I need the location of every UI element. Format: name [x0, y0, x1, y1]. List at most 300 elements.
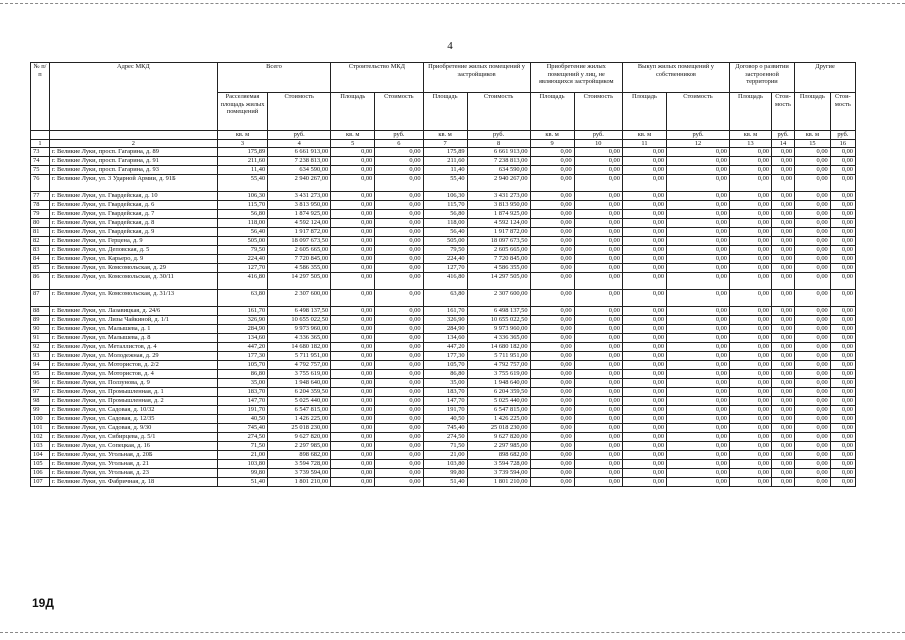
row-address: г. Великие Луки, ул. Садовая, д. 12/35 — [49, 415, 217, 424]
row-buyout-area: 0,00 — [622, 246, 666, 255]
row-developer-area: 177,30 — [423, 352, 467, 361]
unit-area: кв. м — [331, 131, 375, 140]
col-number: 9 — [530, 139, 574, 148]
row-address: г. Великие Луки, ул. Гвардейская, д. 7 — [49, 210, 217, 219]
row-construction-cost: 0,00 — [375, 478, 423, 487]
row-buyout-area: 0,00 — [622, 334, 666, 343]
row-address: г. Великие Луки, ул. Гвардейская, д. 9 — [49, 228, 217, 237]
row-territory-area: 0,00 — [730, 451, 772, 460]
row-territory-area: 0,00 — [730, 469, 772, 478]
row-construction-cost: 0,00 — [375, 307, 423, 316]
row-number: 102 — [31, 433, 50, 442]
row-developer-area: 161,70 — [423, 307, 467, 316]
row-territory-cost: 0,00 — [771, 379, 794, 388]
col-number: 12 — [667, 139, 730, 148]
row-number: 100 — [31, 415, 50, 424]
row-total-cost: 6 498 137,50 — [268, 307, 331, 316]
row-developer-area: 447,20 — [423, 343, 467, 352]
row-nondev-cost: 0,00 — [574, 219, 622, 228]
row-construction-cost: 0,00 — [375, 237, 423, 246]
row-other-cost: 0,00 — [830, 219, 855, 228]
row-total-cost: 4 586 355,00 — [268, 264, 331, 273]
row-developer-cost: 2 605 665,00 — [467, 246, 530, 255]
row-territory-cost: 0,00 — [771, 201, 794, 210]
row-address: г. Великие Луки, ул. Лизы Чайкиной, д. 1/1 — [49, 316, 217, 325]
table-row — [31, 478, 856, 487]
row-developer-cost: 6 498 137,50 — [467, 307, 530, 316]
row-construction-area: 0,00 — [331, 424, 375, 433]
row-developer-cost: 3 594 728,00 — [467, 460, 530, 469]
row-total-cost: 3 594 728,00 — [268, 460, 331, 469]
row-construction-cost: 0,00 — [375, 175, 423, 192]
row-territory-area: 0,00 — [730, 397, 772, 406]
row-territory-cost: 0,00 — [771, 273, 794, 290]
row-developer-cost: 25 018 230,00 — [467, 424, 530, 433]
row-number: 85 — [31, 264, 50, 273]
row-total-cost: 14 297 505,00 — [268, 273, 331, 290]
header-cost: Стоимость — [574, 93, 622, 131]
row-address: г. Великие Луки, ул. Угольная, д. 21 — [49, 460, 217, 469]
row-nondev-area: 0,00 — [530, 201, 574, 210]
row-territory-cost: 0,00 — [771, 316, 794, 325]
row-other-cost: 0,00 — [830, 343, 855, 352]
table-row — [31, 406, 856, 415]
row-total-area: 63,80 — [217, 290, 267, 307]
row-territory-cost: 0,00 — [771, 352, 794, 361]
row-buyout-cost: 0,00 — [667, 406, 730, 415]
row-territory-area: 0,00 — [730, 157, 772, 166]
row-nondev-cost: 0,00 — [574, 237, 622, 246]
table-row — [31, 460, 856, 469]
row-buyout-area: 0,00 — [622, 148, 666, 157]
row-buyout-cost: 0,00 — [667, 442, 730, 451]
row-buyout-cost: 0,00 — [667, 148, 730, 157]
table-row — [31, 255, 856, 264]
row-territory-area: 0,00 — [730, 255, 772, 264]
row-number: 103 — [31, 442, 50, 451]
row-territory-area: 0,00 — [730, 433, 772, 442]
row-territory-cost: 0,00 — [771, 175, 794, 192]
header-cost: Стоимость — [467, 93, 530, 131]
row-other-area: 0,00 — [795, 325, 831, 334]
row-construction-cost: 0,00 — [375, 397, 423, 406]
row-total-cost: 1 426 225,00 — [268, 415, 331, 424]
row-other-area: 0,00 — [795, 228, 831, 237]
row-other-area: 0,00 — [795, 469, 831, 478]
row-number: 98 — [31, 397, 50, 406]
row-address: г. Великие Луки, просп. Гагарина, д. 91 — [49, 157, 217, 166]
unit-area: кв. м — [217, 131, 267, 140]
row-nondev-area: 0,00 — [530, 433, 574, 442]
row-nondev-area: 0,00 — [530, 406, 574, 415]
col-number: 3 — [217, 139, 267, 148]
row-territory-area: 0,00 — [730, 478, 772, 487]
row-buyout-area: 0,00 — [622, 325, 666, 334]
row-nondev-cost: 0,00 — [574, 433, 622, 442]
row-number: 99 — [31, 406, 50, 415]
header-group-developers: Приобретение жилых помещений у застройщиков — [423, 63, 530, 93]
row-construction-area: 0,00 — [331, 442, 375, 451]
row-developer-cost: 3 739 594,00 — [467, 469, 530, 478]
row-territory-cost: 0,00 — [771, 246, 794, 255]
col-number: 16 — [830, 139, 855, 148]
row-territory-cost: 0,00 — [771, 424, 794, 433]
row-other-area: 0,00 — [795, 424, 831, 433]
row-buyout-cost: 0,00 — [667, 334, 730, 343]
row-developer-area: 224,40 — [423, 255, 467, 264]
row-other-cost: 0,00 — [830, 157, 855, 166]
row-other-cost: 0,00 — [830, 379, 855, 388]
row-construction-area: 0,00 — [331, 388, 375, 397]
row-buyout-cost: 0,00 — [667, 469, 730, 478]
row-other-area: 0,00 — [795, 334, 831, 343]
row-other-area: 0,00 — [795, 148, 831, 157]
row-total-area: 35,00 — [217, 379, 267, 388]
row-construction-cost: 0,00 — [375, 451, 423, 460]
row-buyout-area: 0,00 — [622, 166, 666, 175]
row-developer-area: 55,40 — [423, 175, 467, 192]
row-construction-cost: 0,00 — [375, 460, 423, 469]
row-developer-area: 21,00 — [423, 451, 467, 460]
table-row — [31, 334, 856, 343]
row-buyout-area: 0,00 — [622, 264, 666, 273]
col-number: 13 — [730, 139, 772, 148]
table-row — [31, 157, 856, 166]
row-number: 101 — [31, 424, 50, 433]
row-other-area: 0,00 — [795, 237, 831, 246]
row-nondev-cost: 0,00 — [574, 175, 622, 192]
row-nondev-area: 0,00 — [530, 415, 574, 424]
row-address: г. Великие Луки, просп. Гагарина, д. 93 — [49, 166, 217, 175]
row-nondev-cost: 0,00 — [574, 157, 622, 166]
row-number: 78 — [31, 201, 50, 210]
row-developer-area: 505,00 — [423, 237, 467, 246]
header-group-territory: Договор о развитии застроенной территории — [730, 63, 795, 93]
row-number: 107 — [31, 478, 50, 487]
row-territory-cost: 0,00 — [771, 415, 794, 424]
row-total-cost: 4 592 124,00 — [268, 219, 331, 228]
col-number: 1 — [31, 139, 50, 148]
row-developer-cost: 6 547 815,00 — [467, 406, 530, 415]
row-nondev-cost: 0,00 — [574, 343, 622, 352]
row-nondev-area: 0,00 — [530, 246, 574, 255]
row-construction-area: 0,00 — [331, 397, 375, 406]
row-nondev-area: 0,00 — [530, 166, 574, 175]
row-number: 88 — [31, 307, 50, 316]
col-number: 11 — [622, 139, 666, 148]
row-territory-area: 0,00 — [730, 442, 772, 451]
row-nondev-area: 0,00 — [530, 273, 574, 290]
row-total-cost: 1 801 210,00 — [268, 478, 331, 487]
row-nondev-area: 0,00 — [530, 478, 574, 487]
row-territory-area: 0,00 — [730, 415, 772, 424]
row-buyout-cost: 0,00 — [667, 433, 730, 442]
row-buyout-area: 0,00 — [622, 157, 666, 166]
row-territory-cost: 0,00 — [771, 343, 794, 352]
header-cost-short: Стои- мость — [830, 93, 855, 131]
row-total-cost: 3 739 594,00 — [268, 469, 331, 478]
row-developer-area: 416,80 — [423, 273, 467, 290]
row-buyout-area: 0,00 — [622, 478, 666, 487]
row-total-area: 86,80 — [217, 370, 267, 379]
row-total-area: 56,80 — [217, 210, 267, 219]
row-construction-cost: 0,00 — [375, 352, 423, 361]
row-buyout-cost: 0,00 — [667, 201, 730, 210]
row-developer-cost: 9 973 960,00 — [467, 325, 530, 334]
row-developer-cost: 1 874 925,00 — [467, 210, 530, 219]
row-address: г. Великие Луки, ул. Гвардейская, д. 6 — [49, 201, 217, 210]
row-territory-area: 0,00 — [730, 264, 772, 273]
row-address: г. Великие Луки, просп. Гагарина, д. 89 — [49, 148, 217, 157]
row-construction-area: 0,00 — [331, 343, 375, 352]
row-other-area: 0,00 — [795, 175, 831, 192]
header-address: Адрес МКД — [49, 63, 217, 131]
unit-area: кв. м — [730, 131, 772, 140]
row-number: 73 — [31, 148, 50, 157]
row-buyout-cost: 0,00 — [667, 361, 730, 370]
row-territory-cost: 0,00 — [771, 264, 794, 273]
row-total-cost: 9 973 960,00 — [268, 325, 331, 334]
row-construction-area: 0,00 — [331, 166, 375, 175]
row-total-area: 106,30 — [217, 192, 267, 201]
row-address: г. Великие Луки, ул. Комсомольская, д. 31/13 — [49, 290, 217, 307]
row-developer-cost: 6 661 913,00 — [467, 148, 530, 157]
row-total-cost: 5 025 440,00 — [268, 397, 331, 406]
row-total-area: 134,60 — [217, 334, 267, 343]
unit-rub: руб. — [268, 131, 331, 140]
row-construction-area: 0,00 — [331, 379, 375, 388]
table-row — [31, 343, 856, 352]
row-total-cost: 2 307 600,00 — [268, 290, 331, 307]
row-other-cost: 0,00 — [830, 255, 855, 264]
row-other-cost: 0,00 — [830, 397, 855, 406]
row-construction-cost: 0,00 — [375, 388, 423, 397]
row-nondev-area: 0,00 — [530, 352, 574, 361]
row-territory-area: 0,00 — [730, 273, 772, 290]
row-nondev-area: 0,00 — [530, 219, 574, 228]
table-row — [31, 192, 856, 201]
row-nondev-cost: 0,00 — [574, 255, 622, 264]
row-developer-area: 40,50 — [423, 415, 467, 424]
row-nondev-cost: 0,00 — [574, 388, 622, 397]
row-construction-cost: 0,00 — [375, 316, 423, 325]
row-territory-cost: 0,00 — [771, 219, 794, 228]
table-row — [31, 379, 856, 388]
row-other-cost: 0,00 — [830, 210, 855, 219]
header-area: Площадь — [795, 93, 831, 131]
row-buyout-cost: 0,00 — [667, 290, 730, 307]
row-construction-area: 0,00 — [331, 325, 375, 334]
unit-area: кв. м — [423, 131, 467, 140]
header-cost: Стоимость — [667, 93, 730, 131]
row-construction-area: 0,00 — [331, 228, 375, 237]
row-other-cost: 0,00 — [830, 361, 855, 370]
row-other-area: 0,00 — [795, 451, 831, 460]
row-address: г. Великие Луки, ул. Комсомольская, д. 30/11 — [49, 273, 217, 290]
row-nondev-area: 0,00 — [530, 379, 574, 388]
row-buyout-area: 0,00 — [622, 469, 666, 478]
row-other-area: 0,00 — [795, 370, 831, 379]
row-developer-cost: 9 627 820,00 — [467, 433, 530, 442]
row-territory-area: 0,00 — [730, 148, 772, 157]
row-other-area: 0,00 — [795, 433, 831, 442]
row-developer-area: 326,90 — [423, 316, 467, 325]
row-buyout-area: 0,00 — [622, 255, 666, 264]
row-territory-cost: 0,00 — [771, 451, 794, 460]
row-total-cost: 25 018 230,00 — [268, 424, 331, 433]
row-developer-cost: 14 680 182,00 — [467, 343, 530, 352]
row-nondev-area: 0,00 — [530, 290, 574, 307]
row-other-cost: 0,00 — [830, 433, 855, 442]
table-row — [31, 201, 856, 210]
row-territory-cost: 0,00 — [771, 370, 794, 379]
row-total-cost: 2 297 985,00 — [268, 442, 331, 451]
row-developer-area: 191,70 — [423, 406, 467, 415]
row-construction-cost: 0,00 — [375, 424, 423, 433]
row-other-cost: 0,00 — [830, 388, 855, 397]
row-total-area: 745,40 — [217, 424, 267, 433]
row-total-cost: 4 336 365,00 — [268, 334, 331, 343]
row-construction-area: 0,00 — [331, 361, 375, 370]
row-construction-area: 0,00 — [331, 219, 375, 228]
bottom-dashed-border — [0, 632, 905, 633]
col-number: 7 — [423, 139, 467, 148]
row-buyout-cost: 0,00 — [667, 264, 730, 273]
table-row — [31, 433, 856, 442]
row-buyout-cost: 0,00 — [667, 388, 730, 397]
row-nondev-cost: 0,00 — [574, 290, 622, 307]
row-nondev-cost: 0,00 — [574, 442, 622, 451]
row-territory-cost: 0,00 — [771, 166, 794, 175]
row-nondev-area: 0,00 — [530, 255, 574, 264]
row-developer-cost: 4 586 355,00 — [467, 264, 530, 273]
row-developer-area: 105,70 — [423, 361, 467, 370]
row-number: 92 — [31, 343, 50, 352]
row-construction-cost: 0,00 — [375, 148, 423, 157]
row-total-cost: 6 661 913,00 — [268, 148, 331, 157]
row-nondev-area: 0,00 — [530, 228, 574, 237]
row-buyout-area: 0,00 — [622, 460, 666, 469]
row-construction-cost: 0,00 — [375, 273, 423, 290]
row-total-cost: 2 940 267,00 — [268, 175, 331, 192]
row-total-area: 183,70 — [217, 388, 267, 397]
row-construction-area: 0,00 — [331, 192, 375, 201]
row-total-area: 118,00 — [217, 219, 267, 228]
row-number: 83 — [31, 246, 50, 255]
row-total-cost: 1 948 640,00 — [268, 379, 331, 388]
row-territory-cost: 0,00 — [771, 478, 794, 487]
row-developer-cost: 14 297 505,00 — [467, 273, 530, 290]
table-row — [31, 325, 856, 334]
row-construction-area: 0,00 — [331, 478, 375, 487]
header-group-total: Всего — [217, 63, 330, 93]
row-buyout-area: 0,00 — [622, 361, 666, 370]
col-number: 6 — [375, 139, 423, 148]
row-nondev-cost: 0,00 — [574, 316, 622, 325]
row-buyout-area: 0,00 — [622, 219, 666, 228]
row-buyout-cost: 0,00 — [667, 237, 730, 246]
row-construction-cost: 0,00 — [375, 228, 423, 237]
row-construction-cost: 0,00 — [375, 469, 423, 478]
table-row — [31, 290, 856, 307]
row-other-area: 0,00 — [795, 157, 831, 166]
row-other-area: 0,00 — [795, 210, 831, 219]
row-other-area: 0,00 — [795, 166, 831, 175]
row-nondev-area: 0,00 — [530, 424, 574, 433]
row-total-cost: 7 720 845,00 — [268, 255, 331, 264]
row-total-cost: 18 097 673,50 — [268, 237, 331, 246]
row-buyout-cost: 0,00 — [667, 370, 730, 379]
row-other-cost: 0,00 — [830, 478, 855, 487]
row-address: г. Великие Луки, ул. Молодежная, д. 29 — [49, 352, 217, 361]
unit-area: кв. м — [622, 131, 666, 140]
row-other-area: 0,00 — [795, 397, 831, 406]
row-developer-area: 56,40 — [423, 228, 467, 237]
row-buyout-area: 0,00 — [622, 451, 666, 460]
row-construction-cost: 0,00 — [375, 290, 423, 307]
row-other-area: 0,00 — [795, 246, 831, 255]
row-address: г. Великие Луки, ул. Промышленная, д. 2 — [49, 397, 217, 406]
row-nondev-area: 0,00 — [530, 148, 574, 157]
row-developer-cost: 634 590,00 — [467, 166, 530, 175]
row-nondev-area: 0,00 — [530, 334, 574, 343]
row-nondev-area: 0,00 — [530, 388, 574, 397]
row-buyout-area: 0,00 — [622, 379, 666, 388]
row-nondev-cost: 0,00 — [574, 352, 622, 361]
row-construction-area: 0,00 — [331, 334, 375, 343]
row-other-cost: 0,00 — [830, 325, 855, 334]
row-total-area: 71,50 — [217, 442, 267, 451]
row-buyout-area: 0,00 — [622, 316, 666, 325]
row-developer-area: 103,80 — [423, 460, 467, 469]
unit-rub: руб. — [574, 131, 622, 140]
row-other-area: 0,00 — [795, 388, 831, 397]
row-total-area: 56,40 — [217, 228, 267, 237]
row-nondev-area: 0,00 — [530, 442, 574, 451]
row-construction-cost: 0,00 — [375, 210, 423, 219]
row-territory-cost: 0,00 — [771, 325, 794, 334]
header-area: Площадь — [530, 93, 574, 131]
row-other-cost: 0,00 — [830, 192, 855, 201]
row-nondev-cost: 0,00 — [574, 415, 622, 424]
header-num: № п/п — [31, 63, 50, 131]
row-total-area: 147,70 — [217, 397, 267, 406]
row-number: 104 — [31, 451, 50, 460]
row-nondev-cost: 0,00 — [574, 192, 622, 201]
row-other-cost: 0,00 — [830, 273, 855, 290]
row-nondev-area: 0,00 — [530, 397, 574, 406]
sheet-label: 19Д — [32, 596, 54, 610]
row-construction-area: 0,00 — [331, 201, 375, 210]
row-other-area: 0,00 — [795, 379, 831, 388]
row-buyout-area: 0,00 — [622, 370, 666, 379]
row-total-area: 416,80 — [217, 273, 267, 290]
row-developer-cost: 7 238 813,00 — [467, 157, 530, 166]
row-total-cost: 6 547 815,00 — [268, 406, 331, 415]
row-territory-cost: 0,00 — [771, 237, 794, 246]
row-buyout-cost: 0,00 — [667, 228, 730, 237]
row-nondev-cost: 0,00 — [574, 451, 622, 460]
row-buyout-area: 0,00 — [622, 237, 666, 246]
row-address: г. Великие Луки, ул. Мотористов, д. 2/2 — [49, 361, 217, 370]
row-total-cost: 1 874 925,00 — [268, 210, 331, 219]
row-other-area: 0,00 — [795, 460, 831, 469]
row-total-area: 274,50 — [217, 433, 267, 442]
row-buyout-cost: 0,00 — [667, 379, 730, 388]
row-total-area: 505,00 — [217, 237, 267, 246]
table-row — [31, 370, 856, 379]
col-number: 5 — [331, 139, 375, 148]
